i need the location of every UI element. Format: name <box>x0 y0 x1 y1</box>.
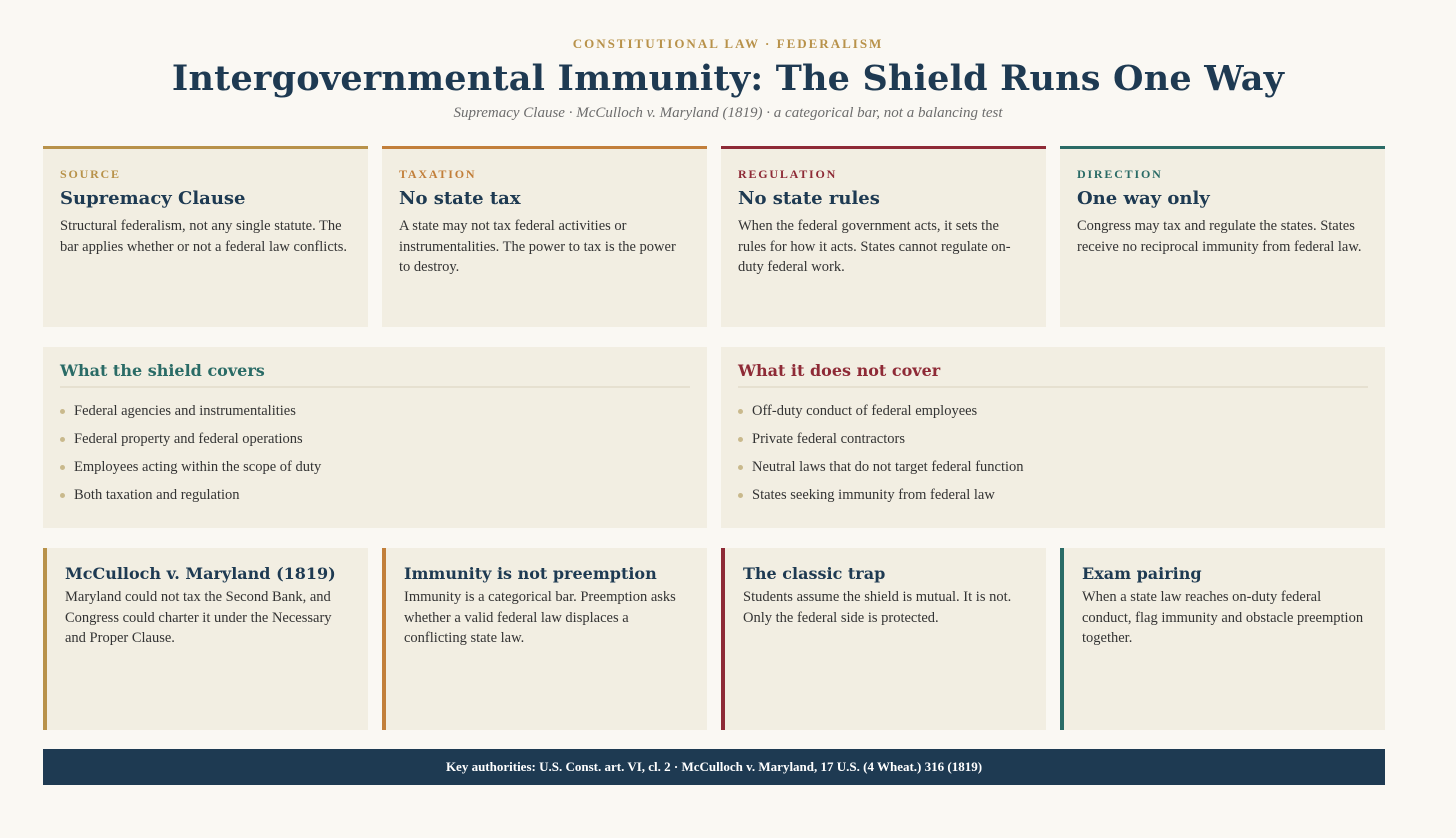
list-item: Both taxation and regulation <box>60 486 690 514</box>
list-item: Employees acting within the scope of duty <box>60 458 690 486</box>
not-covers-list <box>738 402 1368 514</box>
page-header <box>0 0 1456 122</box>
card-source <box>43 146 368 327</box>
covers-title: What the shield covers <box>60 361 690 388</box>
authorities-footer <box>43 749 1385 785</box>
not-covers-title: What it does not cover <box>738 361 1368 388</box>
note-exam-pairing <box>1060 548 1385 730</box>
card-heading: No state tax <box>399 188 521 209</box>
list-item: Private federal contractors <box>738 430 1368 458</box>
footer-text: Key authorities: U.S. Const. art. VI, cl. 2 · McCulloch v. Maryland, 17 U.S. (4 Wheat.) 316 (1819) <box>445 759 983 774</box>
note-cards <box>43 548 1385 730</box>
note-body: When a state law reaches on-duty federal conduct, flag immunity and obstacle preemption together. <box>1082 589 1364 646</box>
list-item: Neutral laws that do not target federal function <box>738 458 1368 486</box>
card-heading: Supremacy Clause <box>60 188 246 209</box>
list-item: States seeking immunity from federal law <box>738 486 1368 514</box>
coverage-panels <box>43 347 1385 528</box>
list-item: Federal agencies and instrumentalities <box>60 402 690 430</box>
note-trap <box>721 548 1046 730</box>
note-body: Students assume the shield is mutual. It is not. Only the federal side is protected. <box>743 589 1012 626</box>
note-heading: McCulloch v. Maryland (1819) <box>65 564 336 583</box>
note-body: Immunity is a categorical bar. Preemption asks whether a valid federal law displaces a conflicting state law. <box>404 589 676 646</box>
covers-list <box>60 402 690 514</box>
page-subtitle: Supremacy Clause · McCulloch v. Maryland (1819) · a categorical bar, not a balancing test <box>453 105 1003 121</box>
list-item: Federal property and federal operations <box>60 430 690 458</box>
not-covers-panel <box>721 347 1385 528</box>
page-kicker: CONSTITUTIONAL LAW · FEDERALISM <box>572 36 884 51</box>
note-body: Maryland could not tax the Second Bank, and Congress could charter it under the Necessary and Proper Clause. <box>65 589 332 646</box>
card-taxation <box>382 146 707 327</box>
card-label: REGULATION <box>738 167 838 181</box>
note-mcculloch <box>43 548 368 730</box>
card-direction <box>1060 146 1385 327</box>
card-heading: No state rules <box>738 188 880 209</box>
card-body: Structural federalism, not any single statute. The bar applies whether or not a federal law conflicts. <box>60 218 348 255</box>
card-label: DIRECTION <box>1077 167 1163 181</box>
note-heading: Exam pairing <box>1082 564 1202 583</box>
note-heading: The classic trap <box>743 564 886 583</box>
card-body: When the federal government acts, it sets the rules for how it acts. States cannot regulate on-duty federal work. <box>738 218 1011 275</box>
card-body: Congress may tax and regulate the states. States receive no reciprocal immunity from federal law. <box>1077 218 1362 255</box>
covers-panel <box>43 347 707 528</box>
note-heading: Immunity is not preemption <box>404 564 657 583</box>
note-preemption <box>382 548 707 730</box>
card-heading: One way only <box>1077 188 1210 209</box>
card-label: SOURCE <box>60 167 121 181</box>
list-item: Off-duty conduct of federal employees <box>738 402 1368 430</box>
card-regulation <box>721 146 1046 327</box>
card-label: TAXATION <box>399 167 477 181</box>
page-title: Intergovernmental Immunity: The Shield Runs One Way <box>171 58 1285 99</box>
card-body: A state may not tax federal activities or instrumentalities. The power to tax is the power to destroy. <box>399 218 676 275</box>
principle-cards <box>43 146 1385 327</box>
